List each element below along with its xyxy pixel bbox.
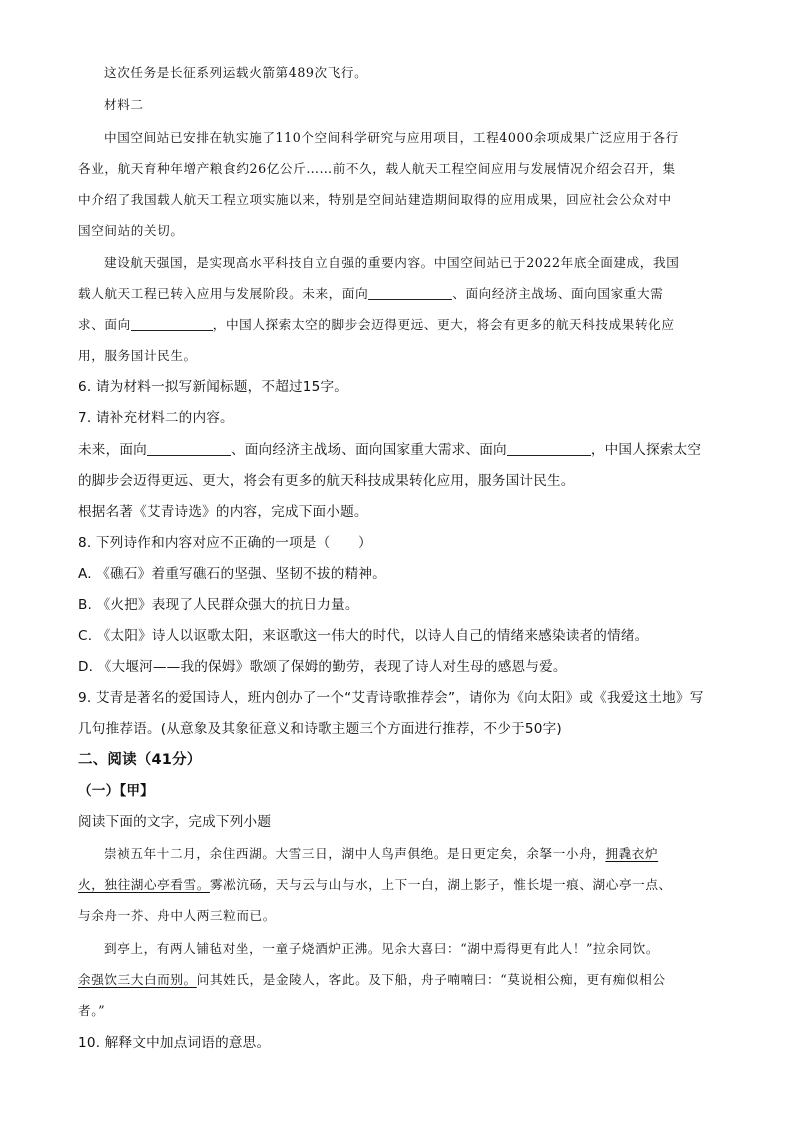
subsection-1-heading: （一）【甲】 [78,783,154,799]
jia-p1-line2-b: 雾凇沆砀，天与云与山与水，上下一白，湖上影子，惟长堤一痕、湖心亭一点、 [209,877,672,892]
material2-p2-line2-b: 、面向经济主战场、面向国家重大需 [452,286,664,301]
question-6: 6. 请为材料一拟写新闻标题，不超过15字。 [78,379,349,395]
question-7-fill-line2: 的脚步会迈得更远、更大，将会有更多的航天科技成果转化应用，服务国计民生。 [78,473,575,489]
answer-blank[interactable] [131,317,213,331]
section-2-heading: 二、阅读（41分） [78,752,202,768]
option-c[interactable]: C. 《太阳》诗人以讴歌太阳，来讴歌这一伟大的时代，以诗人自己的情绪来感染读者的情绪。 [78,628,649,644]
question-8: 8. 下列诗作和内容对应不正确的一项是（ ） [78,535,372,551]
option-b[interactable]: B. 《火把》表现了人民群众强大的抗日力量。 [78,597,359,613]
jia-p1-line1 [104,843,658,862]
answer-blank[interactable] [147,441,231,456]
material1-tail: 这次任务是长征系列运载火箭第489次飞行。 [104,65,368,80]
q7-fill-b: 、面向经济主战场、面向国家重大需求、面向 [230,442,507,458]
material2-title: 材料二 [104,97,144,112]
underlined-sentence: 拥毳衣炉 [605,846,659,861]
question-9-line2: 几句推荐语。(从意象及其象征意义和诗歌主题三个方面进行推荐，不少于50字) [78,721,562,737]
material2-p2-line3-a: 求、面向 [78,317,131,332]
question-7-fill-line1 [78,438,701,458]
material2-p1-line1: 中国空间站已安排在轨实施了110个空间科学研究与应用项目，工程4000余项成果广泛应用于各行 [104,130,679,145]
option-a[interactable]: A. 《礁石》着重写礁石的坚强、坚韧不拔的精神。 [78,566,386,582]
material2-p2-line3 [78,314,675,333]
material2-p2-line4: 用，服务国计民生。 [78,348,197,363]
answer-blank[interactable] [368,286,452,300]
jia-p1-line1-a: 崇祯五年十二月，余住西湖。大雪三日，湖中人鸟声俱绝。是日更定矣，余拏一小舟， [104,846,606,861]
question-9-line1: 9. 艾青是著名的爱国诗人，班内创办了一个“艾青诗歌推荐会”，请你为《向太阳》或《我爱这土地》写 [78,690,704,706]
q7-fill-a: 未来，面向 [78,442,147,458]
question-7: 7. 请补充材料二的内容。 [78,410,234,426]
jia-p1-line2 [78,874,672,893]
underlined-sentence: 余强饮三大白而别。 [78,972,197,987]
option-d[interactable]: D. 《大堰河——我的保姆》歌颂了保姆的勤劳，表现了诗人对生母的感恩与爱。 [78,659,567,675]
material2-p1-line3: 中介绍了我国载人航天工程立项实施以来，特别是空间站建造期间取得的应用成果，回应社会公众对中 [78,192,672,207]
underlined-sentence: 火，独往湖心亭看雪。 [78,877,210,892]
jia-p1-line3: 与余舟一芥、舟中人两三粒而已。 [78,908,276,923]
material2-p1-line4: 国空间站的关切。 [78,223,184,238]
material2-p2-line1: 建设航天强国，是实现高水平科技自立自强的重要内容。中国空间站已于2022年底全面建成，我国 [104,255,680,270]
jia-p2-line2-b: 问其姓氏，是金陵人，客此。及下船，舟子喃喃曰：“莫说相公痴，更有痴似相公 [196,972,666,987]
reading-intro: 阅读下面的文字，完成下列小题 [78,814,272,830]
jia-p2-line3: 者。” [78,1003,106,1018]
material2-p2-line3-b: ，中国人探索太空的脚步会迈得更远、更大，将会有更多的航天科技成果转化应 [212,317,675,332]
book-intro: 根据名著《艾青诗选》的内容，完成下面小题。 [78,504,368,520]
material2-p2-line2 [78,283,663,302]
answer-blank[interactable] [507,441,591,456]
material2-p1-line2: 各业，航天育种年增产粮食约26亿公斤……前不久，载人航天工程空间应用与发展情况介绍会召开，集 [78,161,676,176]
question-10: 10. 解释文中加点词语的意思。 [78,1035,271,1051]
jia-p2-line1: 到亭上，有两人铺毡对坐，一童子烧酒炉正沸。见余大喜曰：“湖中焉得更有此人！”拉余同饮。 [104,941,660,956]
jia-p2-line2 [78,969,666,988]
material2-p2-line2-a: 载人航天工程已转入应用与发展阶段。未来，面向 [78,286,369,301]
q7-fill-c: ，中国人探索太空 [590,442,702,458]
